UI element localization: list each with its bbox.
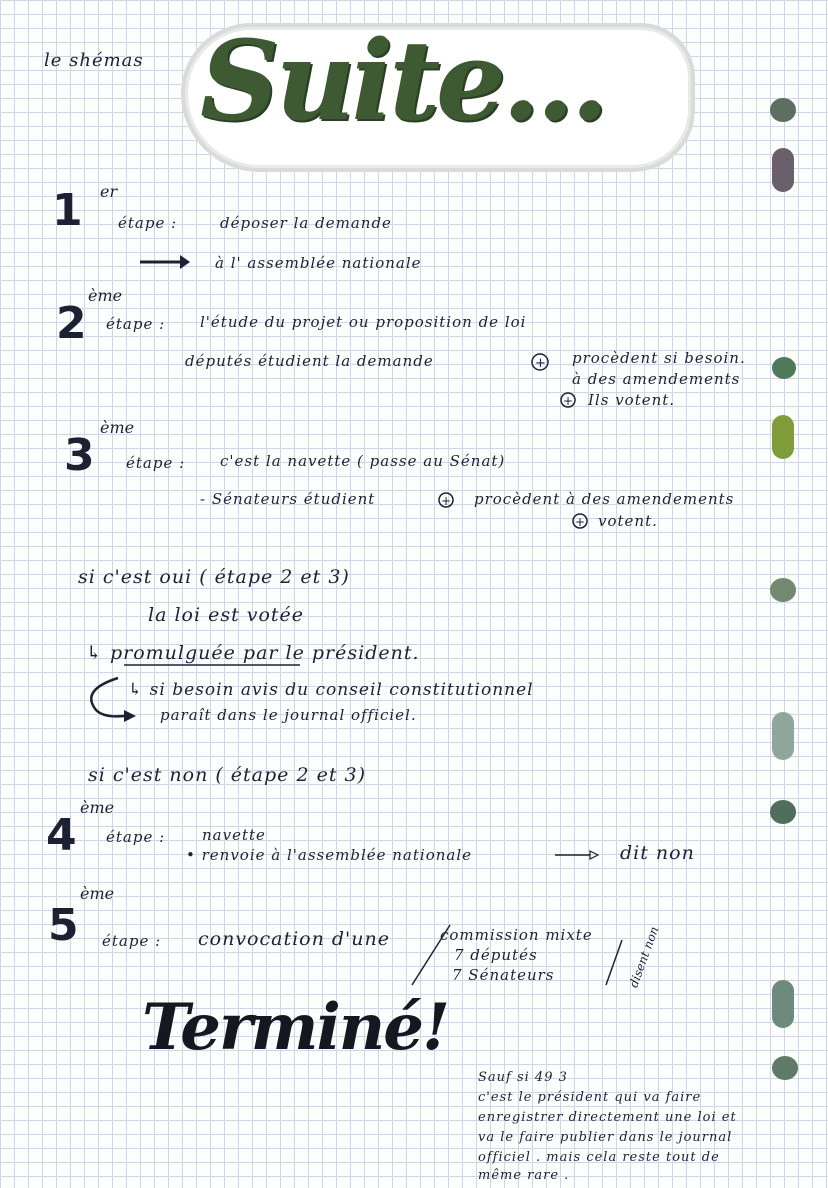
termine-title: Terminé! [142, 990, 449, 1065]
step-3-text: c'est la navette ( passe au Sénat) [220, 452, 506, 470]
page-title: Suite... [200, 16, 605, 145]
arrow-head [590, 851, 598, 859]
step-5-label: étape : [102, 932, 162, 950]
step-5-text: convocation d'une [198, 928, 390, 950]
non-line1: si c'est non ( étape 2 et 3) [88, 764, 367, 786]
oui-line4-arrow: ↳ si besoin avis du conseil constitutionnel [128, 680, 534, 700]
step-3-plus-a: procèdent à des amendements [474, 490, 735, 508]
step-4-arrow-text: dit non [620, 842, 695, 864]
svg-text:+: + [535, 356, 546, 371]
step-3-sup: ème [100, 418, 135, 437]
step-5-side: disent non [626, 924, 662, 990]
step-2-line2: députés étudient la demande [185, 352, 434, 370]
note-line1: Sauf si 49 3 [478, 1070, 568, 1085]
step-3-line2: - Sénateurs étudient [200, 490, 376, 508]
step-4-sup: ème [80, 798, 115, 817]
note-line6: même rare . [478, 1168, 570, 1183]
step-3-plus-b: votent. [598, 512, 658, 530]
curve-arrow [91, 678, 124, 716]
oui-line3: promulguée par le président. [109, 642, 420, 664]
note-line3: enregistrer directement une loi et [478, 1110, 737, 1125]
oui-line2: la loi est votée [148, 604, 305, 626]
bracket-line [606, 940, 622, 985]
step-1-sup: er [100, 182, 118, 201]
step-1-label: étape : [118, 214, 178, 232]
note-line4: va le faire publier dans le journal [478, 1130, 733, 1145]
step-2-plus-b: Ils votent. [588, 391, 676, 409]
step-5-number: 5 [48, 900, 79, 951]
step-2-label: étape : [106, 315, 166, 333]
oui-line3-arrow: ↳ promulguée par le président. [86, 642, 420, 664]
note-line5: officiel . mais cela reste tout de [478, 1150, 720, 1165]
step-1-text: déposer la demande [220, 214, 392, 232]
step-3-number: 3 [64, 430, 95, 481]
step-4-label: étape : [106, 828, 166, 846]
oui-line1: si c'est oui ( étape 2 et 3) [78, 566, 350, 588]
oui-line5: paraît dans le journal officiel. [160, 706, 417, 724]
arrow-head [180, 255, 190, 269]
oui-line4: si besoin avis du conseil constitutionnel [149, 680, 534, 700]
svg-text:+: + [563, 394, 574, 408]
svg-text:+: + [575, 515, 586, 529]
step-2-sup: ème [88, 286, 123, 305]
note-line2: c'est le président qui va faire [478, 1090, 702, 1105]
step-5-deputes: 7 députés [454, 946, 538, 964]
step-4-text2: • renvoie à l'assemblée nationale [186, 846, 473, 864]
step-4-number: 4 [46, 810, 77, 861]
step-1-arrow-text: à l' assemblée nationale [215, 254, 422, 272]
step-3-label: étape : [126, 454, 186, 472]
step-5-commission: commission mixte [440, 926, 593, 944]
step-2-number: 2 [56, 298, 87, 349]
step-4-text2-label: renvoie à l'assemblée nationale [201, 846, 473, 864]
step-2-plus-a: procèdent si besoin. [572, 349, 746, 367]
step-5-senateurs: 7 Sénateurs [452, 966, 555, 984]
step-5-sup: ème [80, 884, 115, 903]
step-2-plus-a2: à des amendements [572, 370, 741, 388]
svg-text:+: + [441, 494, 452, 508]
top-label: le shémas [44, 50, 144, 71]
step-4-text: navette [202, 826, 266, 844]
step-1-number: 1 [52, 185, 83, 236]
step-2-text: l'étude du projet ou proposition de loi [200, 313, 527, 331]
arrow-head [124, 710, 136, 722]
